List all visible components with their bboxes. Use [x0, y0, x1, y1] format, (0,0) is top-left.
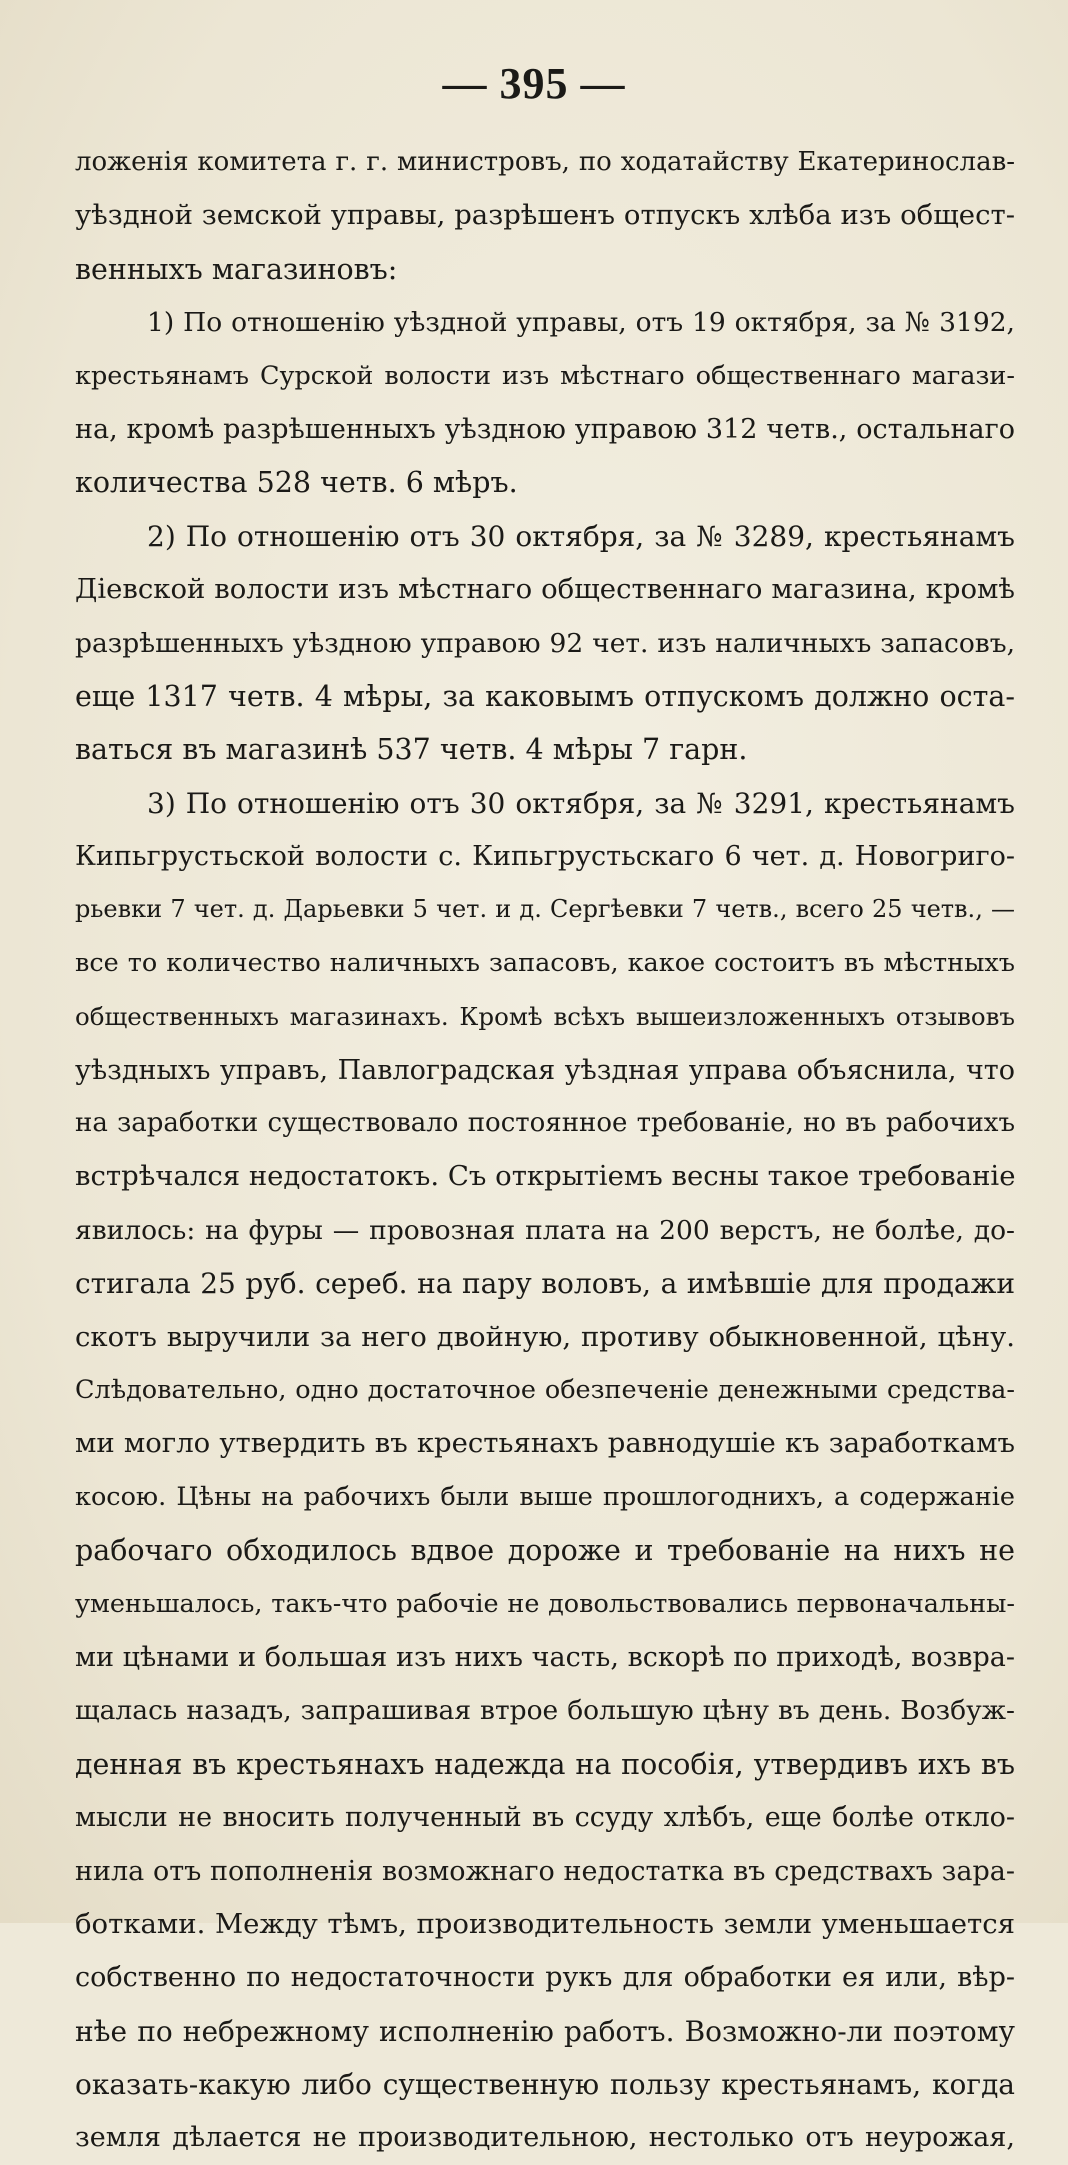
text-line: стигала 25 руб. сереб. на пару воловъ, а имѣвшіе для продажи [75, 1267, 1015, 1301]
text-line: все то количество наличныхъ запасовъ, какое состоитъ въ мѣстныхъ [75, 947, 1015, 978]
text-line: общественныхъ магазинахъ. Кромѣ всѣхъ вышеизложенныхъ отзывовъ [75, 1002, 1015, 1032]
text-line: ложенія комитета г. г. министровъ, по ходатайству Екатеринослав- [75, 147, 1015, 177]
text-line: ботками. Между тѣмъ, производительность земли уменьшается [75, 1907, 1015, 1940]
text-line: Діевской волости изъ мѣстнаго общественнаго магазина, кромѣ [75, 573, 1015, 606]
text-line: явилось: на фуры — провозная плата на 200 верстъ, не болѣе, до- [75, 1214, 1015, 1246]
text-line: нѣе по небрежному исполненію работъ. Возможно-ли поэтому [75, 2014, 1015, 2048]
text-line: мысли не вносить полученный въ ссуду хлѣбъ, еще болѣе откло- [75, 1802, 1015, 1834]
text-line: 2) По отношенію отъ 30 октября, за № 3289, крестьянамъ [147, 519, 1015, 553]
text-line: уменьшалось, такъ-что рабочіе не довольствовались первоначальны- [75, 1588, 1015, 1619]
text-line: количества 528 четв. 6 мѣръ. [75, 466, 518, 500]
page-number: — 395 — [442, 59, 626, 108]
text-line: рьевки 7 чет. д. Дарьевки 5 чет. и д. Сергѣевки 7 четв., всего 25 четв., — [75, 895, 1015, 924]
text-line: рабочаго обходилось вдвое дороже и требованіе на нихъ не [75, 1534, 1015, 1568]
text-line: ми могло утвердить въ крестьянахъ равнодушіе къ заработкамъ [75, 1427, 1015, 1460]
text-line: косою. Цѣны на рабочихъ были выше прошлогоднихъ, а содержаніе [75, 1481, 1015, 1512]
text-line: на заработки существовало постоянное требованіе, но въ рабочихъ [75, 1108, 1015, 1139]
text-line: уѣздныхъ управъ, Павлоградская уѣздная управа объяснила, что [75, 1054, 1015, 1086]
text-line: денная въ крестьянахъ надежда на пособія, утвердивъ ихъ въ [75, 1747, 1015, 1781]
text-line: разрѣшенныхъ уѣздною управою 92 чет. изъ наличныхъ запасовъ, [75, 627, 1015, 659]
text-line: Слѣдовательно, одно достаточное обезпеченіе денежными средства- [75, 1374, 1015, 1405]
text-line: на, кромѣ разрѣшенныхъ уѣздною управою 312 четв., остальнаго [75, 413, 1015, 445]
text-line: скотъ выручили за него двойную, противу обыкновенной, цѣну. [75, 1320, 1015, 1353]
text-body [75, 136, 1015, 2165]
text-line: щалась назадъ, запрашивая втрое большую цѣну въ день. Возбуж- [75, 1695, 1015, 1727]
text-line: нила отъ пополненія возможнаго недостатка въ средствахъ зара- [75, 1855, 1015, 1887]
text-line: уѣздной земской управы, разрѣшенъ отпускъ хлѣба изъ общест- [75, 199, 1015, 232]
text-line: собственно по недостаточности рукъ для обработки ея или, вѣр- [75, 1962, 1015, 1994]
text-line: встрѣчался недостатокъ. Съ открытіемъ весны такое требованіе [75, 1160, 1016, 1193]
text-line: крестьянамъ Сурской волости изъ мѣстнаго общественнаго магази- [75, 360, 1015, 391]
text-line: ваться въ магазинѣ 537 четв. 4 мѣры 7 гарн. [75, 733, 748, 767]
text-line: ми цѣнами и большая изъ нихъ часть, вскорѣ по приходѣ, возвра- [75, 1641, 1015, 1673]
text-line: еще 1317 четв. 4 мѣры, за каковымъ отпускомъ должно оста- [75, 679, 1015, 713]
text-line: 1) По отношенію уѣздной управы, отъ 19 октября, за № 3192, [147, 307, 1015, 339]
text-line: Кипьгрустьской волости с. Кипьгрустьскаго 6 чет. д. Новогриго- [75, 841, 1015, 873]
text-line: 3) По отношенію отъ 30 октября, за № 3291, крестьянамъ [147, 786, 1015, 820]
text-line: земля дѣлается не производительною, нестолько отъ неурожая, [75, 2122, 1015, 2154]
text-line: венныхъ магазиновъ: [75, 252, 398, 286]
text-line: оказать-какую либо существенную пользу крестьянамъ, когда [75, 2068, 1015, 2102]
